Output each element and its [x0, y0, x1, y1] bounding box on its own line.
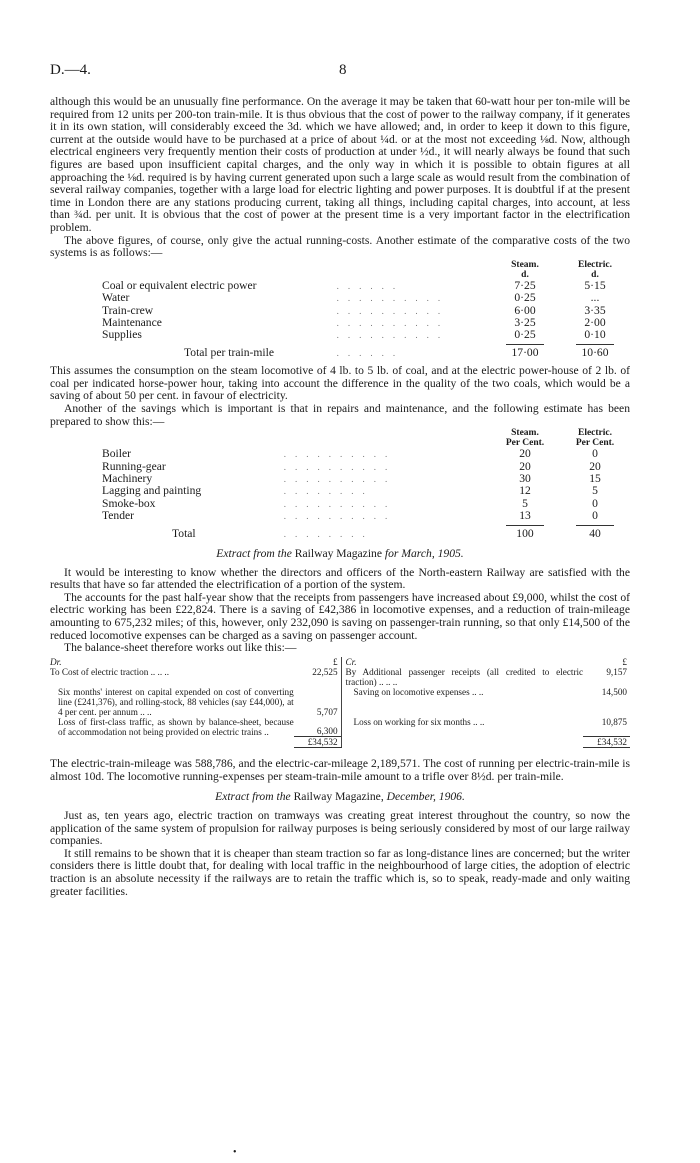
- cell: 6·00: [514, 303, 536, 317]
- cell: 15: [589, 471, 601, 485]
- total-label: Total: [172, 526, 196, 540]
- table-row: Tender .......... 13 0: [102, 510, 630, 522]
- row-label: Train-crew: [102, 303, 154, 317]
- table-row: Lagging and painting ........ 12 5: [102, 485, 630, 497]
- row-label: Water: [102, 291, 130, 305]
- cell: 5: [592, 484, 598, 498]
- cell: 2·00: [584, 315, 606, 329]
- balance-sheet: [50, 657, 630, 749]
- debit-item: Six months' interest on capital expended on cost of converting line (£241,376), and rolling-stock, 88 vehicles (say £44,000), at 4 per cent. per annum .. ..: [58, 686, 294, 717]
- document-code: D.—4.: [50, 62, 91, 78]
- total-label: Total per train-mile: [184, 345, 274, 359]
- cell: 17·00: [511, 345, 539, 359]
- credit-item: Loss on working for six months .. ..: [341, 717, 583, 737]
- cell: 13: [519, 509, 531, 523]
- cell: 12: [519, 484, 531, 498]
- caption-text: Extract from the: [216, 546, 292, 560]
- cell: 0: [592, 509, 598, 523]
- paragraph: Just as, ten years ago, electric traction on tramways was creating great interest throughout the country, so now the application of the same system of propulsion for railway purposes is being seriously considered by most of our large railway companies.: [50, 809, 630, 848]
- cell: 0·25: [514, 328, 536, 342]
- table-row: Train-crew .......... 6·00 3·35: [102, 305, 630, 317]
- row-label: Boiler: [102, 447, 131, 461]
- col-header: Electric.: [577, 259, 613, 270]
- col-header: Steam.: [511, 259, 539, 270]
- cell: 20: [519, 447, 531, 461]
- credit-amount: 14,500: [601, 686, 627, 697]
- paragraph: It would be interesting to know whether the directors and officers of the North-eastern Railway are satisfied with the results that have so far attended the electrification of a portion of the system.: [50, 565, 630, 592]
- table-row: Maintenance .......... 3·25 2·00: [102, 317, 630, 329]
- cr-label: [341, 657, 583, 667]
- caption-text: December, 1906.: [386, 790, 465, 804]
- caption-magazine: Railway Magazine: [294, 546, 382, 560]
- table-row: Running-gear .......... 20 20: [102, 461, 630, 473]
- cell: 3·25: [514, 315, 536, 329]
- credit-total: £34,532: [583, 737, 630, 748]
- col-header: Steam.: [511, 428, 539, 439]
- debit-amount: 5,707: [316, 706, 338, 717]
- cell: 5: [522, 496, 528, 510]
- table-row: Supplies .......... 0·25 0·10: [102, 329, 630, 341]
- cell: 0: [592, 447, 598, 461]
- debit-amount: 6,300: [316, 726, 338, 737]
- cell: 40: [589, 526, 601, 540]
- total-row: Total ........ 100 40: [102, 528, 630, 540]
- cell: 30: [519, 471, 531, 485]
- col-header: Electric.: [577, 428, 613, 439]
- repair-table: [102, 428, 630, 540]
- page-number: 8: [339, 62, 347, 78]
- cell: 3·35: [584, 303, 606, 317]
- caption-text: for March, 1905.: [384, 546, 464, 560]
- table-row: Coal or equivalent electric power ...... 7·25 5·15: [102, 280, 630, 292]
- table-row: Machinery .......... 30 15: [102, 473, 630, 485]
- page-header: [50, 62, 630, 82]
- footer-mark: •: [233, 1147, 237, 1158]
- row-label: Supplies: [102, 328, 142, 342]
- cell: 0·10: [584, 328, 606, 342]
- cost-table: [102, 260, 630, 359]
- dr-label: [50, 657, 294, 667]
- debit-amount: 22,525: [312, 666, 338, 677]
- paragraph: The above figures, of course, only give the actual running-costs. Another estimate of the comparative costs of the two systems is as follows:—: [50, 233, 630, 260]
- col-unit: Per Cent.: [575, 438, 615, 449]
- col-unit: Per Cent.: [505, 438, 545, 449]
- caption-text: Extract from the: [215, 790, 291, 804]
- debit-item: To Cost of electric traction .. .. ..: [50, 666, 170, 677]
- debit-item: Loss of first-class traffic, as shown by balance-sheet, because of accommodation not being provided on electric trains ..: [58, 716, 294, 737]
- dr-text: Dr.: [50, 656, 62, 667]
- cell: 5·15: [584, 278, 606, 292]
- row-label: Tender: [102, 509, 135, 523]
- row-label: Machinery: [102, 471, 153, 485]
- paragraph: It still remains to be shown that it is cheaper than steam traction so far as long-distance lines are concerned; but the writer considers there is little doubt that, for dealing with local traffic in the neighbourhood of large cities, the adoption of electric traction is an absolute necessity if the railways are to retain the traffic which is, so to speak, ready-made and only waiting greater facilities.: [50, 846, 630, 898]
- paragraph: The balance-sheet therefore works out like this:—: [64, 641, 297, 655]
- cell: 20: [519, 459, 531, 473]
- paragraph: although this would be an unusually fine performance. On the average it may be taken that 60-watt hour per ton-mile will be required from 12 units per 200-ton train-mile. It is thus obvious that the cost of power to the railway company, if it generates it in its own station, will considerably exceed the 3d. which we have allowed; and, in order to keep it down to this figure, current at the outside would have to be purchased at a price of about ¼d. or at the most not exceeding ⅛d. Now, although electrical engineers very frequently mention their costs of production at under ½d., it will nearly always be found that such figures are based upon insufficient capital charges, and the only way in which it is possible to obtain figures at all approaching the ⅛d. required is by having current generated upon such a large scale as would result from the combination of several railway companies, together with a large load for electric lighting and power purposes. It is doubtful if at the present time in London there are any stations producing current, taking all things, including capital charges, into account, at less than ¾d. per unit. It is obvious that the cost of power at the present time is a very important factor in the electrification problem.: [50, 95, 630, 234]
- caption-magazine: Railway Magazine,: [293, 790, 384, 804]
- paragraph: The electric-train-mileage was 588,786, and the electric-car-mileage 2,189,571. The cost of running per electric-train-mile is almost 10d. The locomotive running-expenses per steam-train-mile amount to a trifle over 8½d. per train-mile.: [50, 757, 630, 783]
- total-row: Total per train-mile ...... 17·00 10·60: [102, 347, 630, 359]
- cell: 0·25: [514, 291, 536, 305]
- credit-amount: 10,875: [601, 716, 627, 727]
- col-unit: d.: [591, 269, 599, 280]
- credit-amount: 9,157: [606, 666, 627, 677]
- table-row: Boiler .......... 20 0: [102, 448, 630, 460]
- pound-sign: £: [332, 656, 338, 667]
- col-unit: d.: [521, 269, 529, 280]
- cell: 10·60: [581, 345, 609, 359]
- cell: 20: [589, 459, 601, 473]
- table-row: Water .......... 0·25 ...: [102, 292, 630, 304]
- cell: 0: [592, 496, 598, 510]
- paragraph: The accounts for the past half-year show that the receipts from passengers have increased about £9,000, whilst the cost of electric working has been £22,824. There is a saving of £42,386 in locomotive expenses, and a reduction of train-mileage amounting to 675,232 miles; of this, however, only 232,090 is saving on passenger-train running, so that only £14,500 of the reduced locomotive expenses can be charged as a saving on passenger account.: [50, 590, 630, 642]
- pound-sign: £: [622, 656, 627, 667]
- credit-item: By Additional passenger receipts (all credited to electric traction) .. .. ..: [341, 667, 583, 687]
- row-label: Smoke-box: [102, 496, 156, 510]
- table-row: Smoke-box .......... 5 0: [102, 498, 630, 510]
- paragraph: Another of the savings which is important is that in repairs and maintenance, and the following estimate has been prepared to show this:—: [50, 401, 630, 428]
- cell: 7·25: [514, 278, 536, 292]
- row-label: Maintenance: [102, 315, 162, 329]
- cr-text: Cr.: [345, 656, 357, 667]
- debit-total: £34,532: [294, 737, 341, 748]
- paragraph: This assumes the consumption on the steam locomotive of 4 lb. to 5 lb. of coal, and at the electric power-house of 2 lb. of coal per indicated horse-power hour, taking into account the difference in the quality of the two coals, which would be a saving of about 50 per cent. in favour of electricity.: [50, 364, 630, 403]
- cell: ...: [590, 291, 600, 305]
- credit-item: Saving on locomotive expenses .. ..: [341, 687, 583, 717]
- row-label: Lagging and painting: [102, 484, 202, 498]
- extract-caption: [50, 548, 630, 561]
- extract-caption: [50, 791, 630, 804]
- row-label: Running-gear: [102, 459, 166, 473]
- document-body: [50, 96, 630, 898]
- row-label: Coal or equivalent electric power: [102, 278, 257, 292]
- cell: 100: [516, 526, 534, 540]
